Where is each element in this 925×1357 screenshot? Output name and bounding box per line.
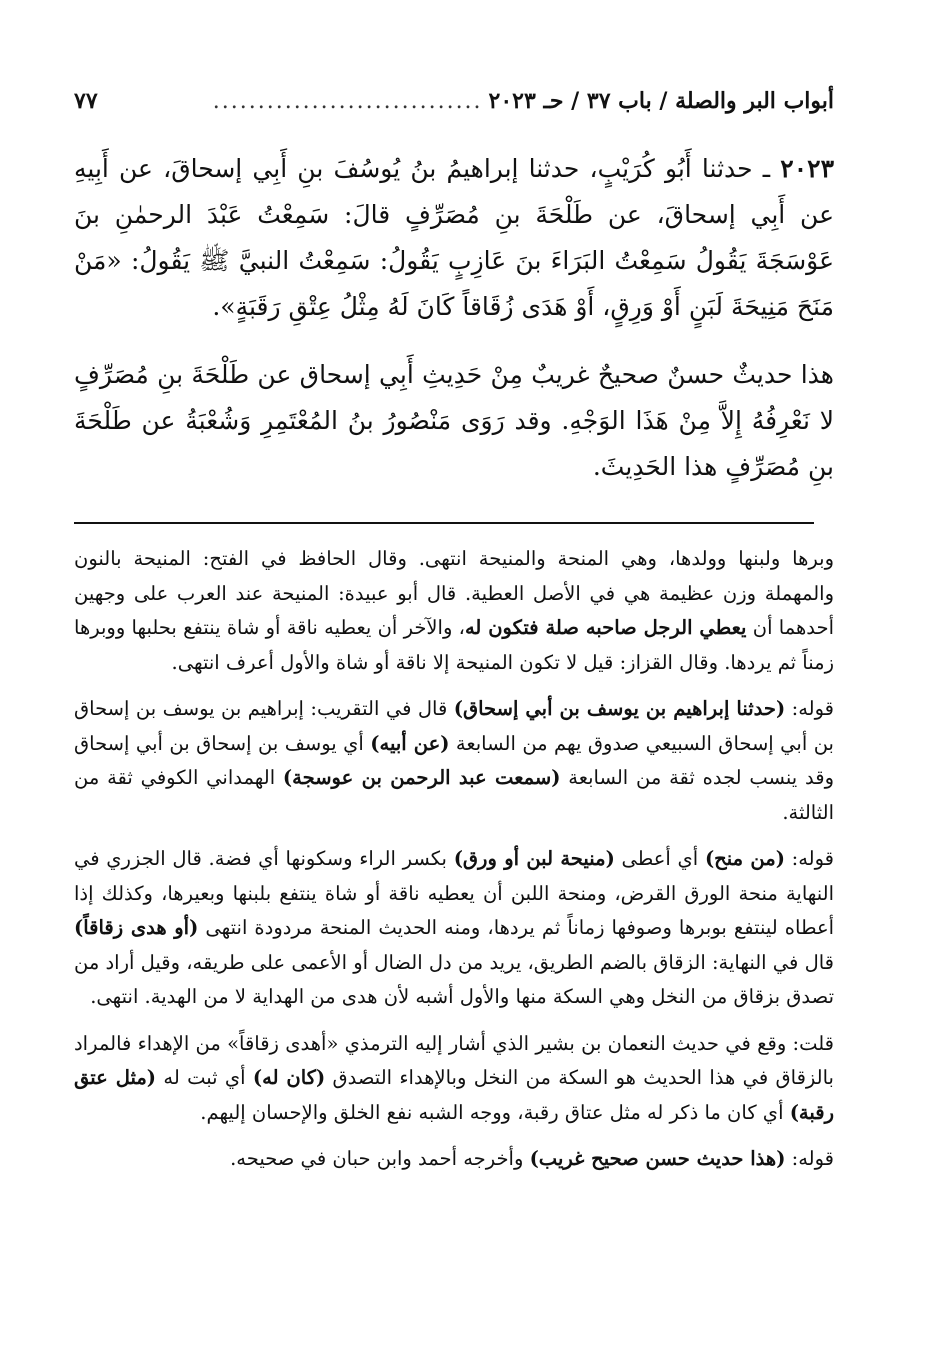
note-bold-phrase: (مثل عتق رقبة): [74, 1066, 834, 1124]
note-paragraph: [74, 842, 834, 1015]
hadith-number: ٢٠٢٣: [780, 154, 834, 183]
note-text: قوله:: [785, 697, 834, 720]
note-bold-phrase: (حدثنا إبراهيم بن يوسف بن أبي إسحاق): [453, 697, 786, 720]
page-number: ٧٧: [74, 88, 98, 114]
note-text: الهمداني الكوفي ثقة من الثالثة.: [74, 766, 834, 824]
note-text: أي يوسف بن إسحاق بن أبي إسحاق وقد ينسب لجده ثقة من السابعة: [74, 731, 834, 789]
header-leader-dots: ..............................: [212, 89, 483, 114]
footnote-divider: [74, 522, 814, 524]
note-bold-phrase: (هذا حديث حسن صحيح غريب): [529, 1147, 786, 1170]
note-text: بكسر الراء وسكونها أي فضة. قال الجزري في النهاية منحة الورق القرض، ومنحة اللبن أن يعطيه ناقة أو شاة ينتفع بلبنها وبعيرها، وكذلك إذا أعطاه لينتفع بوبرها وصوفها زماناً ثم يردها، ومنه الحديث المنحة مردودة انتهى: [74, 847, 835, 939]
note-bold-phrase: (من منح): [704, 847, 785, 870]
header-title: أبواب البر والصلة / باب ٣٧ / حـ ٢٠٢٣: [488, 88, 834, 114]
note-bold-phrase: (عن أبيه): [370, 731, 450, 755]
tirmidhi-commentary: هذا حديثٌ حسنٌ صحيحٌ غريبٌ مِنْ حَدِيثِ أَبِي إسحاق عن طَلْحَةَ بنِ مُصَرِّفٍ لا نَعْرِفُهُ إِلاَّ مِنْ هَذَا الوَجْهِ. وقد رَوَى مَنْصُورُ بنُ المُعْتَمِرِ وَشُعْبَةُ عن طَلْحَةَ بنِ مُصَرِّفٍ هذا الحَدِيثَ.: [74, 360, 834, 481]
note-bold-phrase: (منيحة لبن أو ورق): [453, 847, 615, 870]
note-text: قال في التقريب: إبراهيم بن يوسف بن إسحاق بن أبي إسحاق السبيعي صدوق يهم من السابعة: [74, 697, 834, 755]
note-text: قال في النهاية: الزقاق بالضم الطريق، يريد من دل الضال أو الأعمى على طريقه، وقيل أراد من تصدق بزقاق من النخل وهي السكة منها والأول أشبه لأن هدى من الهداية لا من الهدية. انتهى.: [74, 950, 834, 1008]
note-text: وأخرجه أحمد وابن حبان في صحيحه.: [230, 1147, 530, 1170]
note-text: أي كان ما ذكر له مثل عتاق رقبة، ووجه الشبه نفع الخلق والإحسان إليهم.: [200, 1100, 790, 1124]
note-bold-phrase: (أو هدى زقاقاً): [74, 916, 199, 939]
hadith-section: [74, 146, 834, 490]
note-text: قوله:: [785, 1147, 834, 1170]
note-bold-phrase: (سمعت عبد الرحمن بن عوسجة): [282, 766, 561, 789]
note-text: قوله:: [784, 847, 834, 870]
book-page: [74, 88, 834, 1177]
note-paragraph: [74, 1027, 834, 1131]
note-text: أي ثبت له: [156, 1066, 253, 1089]
hadith-text: ـ حدثنا أَبُو كُرَيْبٍ، حدثنا إبراهيمُ بنُ يُوسُفَ بنِ أَبِي إسحاقَ، عن أَبِيهِ عن أَبِي إسحاقَ، عن طَلْحَةَ بنِ مُصَرِّفٍ قالَ: سَمِعْتُ عَبْدَ الرحمٰنِ بنَ عَوْسَجَةَ يَقُولُ سَمِعْتُ البَرَاءَ بنَ عَازِبٍ يَقُولُ: سَمِعْتُ النبيَّ ﷺ يَقُولُ: «مَنْ مَنَحَ مَنِيحَةَ لَبَنٍ أَوْ وَرِقٍ، أَوْ هَدَى زُقَاقاً كَانَ لَهُ مِثْلُ عِتْقِ رَقَبَةٍ».: [74, 154, 834, 321]
note-bold-phrase: (كان له): [252, 1066, 326, 1089]
note-text: قلت: وقع في حديث النعمان بن بشير الذي أشار إليه الترمذي «أهدى زقاقاً» من الإهداء فالمراد بالزقاق في هذا الحديث هو السكة من النخل وبالإهداء التصدق: [74, 1031, 834, 1089]
note-paragraph: [74, 1142, 834, 1177]
hadith-paragraph: [74, 146, 834, 330]
running-header: [74, 88, 834, 128]
note-paragraph: [74, 542, 834, 680]
note-text: أي أعطى: [614, 847, 705, 870]
note-text: وبرها ولبنها وولدها، وهي المنحة والمنيحة انتهى. وقال الحافظ في الفتح: المنيحة بالنون والمهملة وزن عظيمة هي في الأصل العطية. قال أبو عبيدة: المنيحة عند العرب على وجهين أحدهما أن: [74, 547, 835, 639]
note-text: ، والآخر أن يعطيه ناقة أو شاة ينتفع بحلبها ووبرها زمناً ثم يردها. وقال القزاز: قيل لا تكون المنيحة إلا ناقة أو شاة والأول أعرف انتهى.: [74, 616, 834, 674]
footnotes-section: [74, 542, 834, 1177]
note-paragraph: [74, 692, 834, 830]
note-bold-phrase: يعطي الرجل صاحبه صلة فتكون له: [464, 616, 747, 639]
